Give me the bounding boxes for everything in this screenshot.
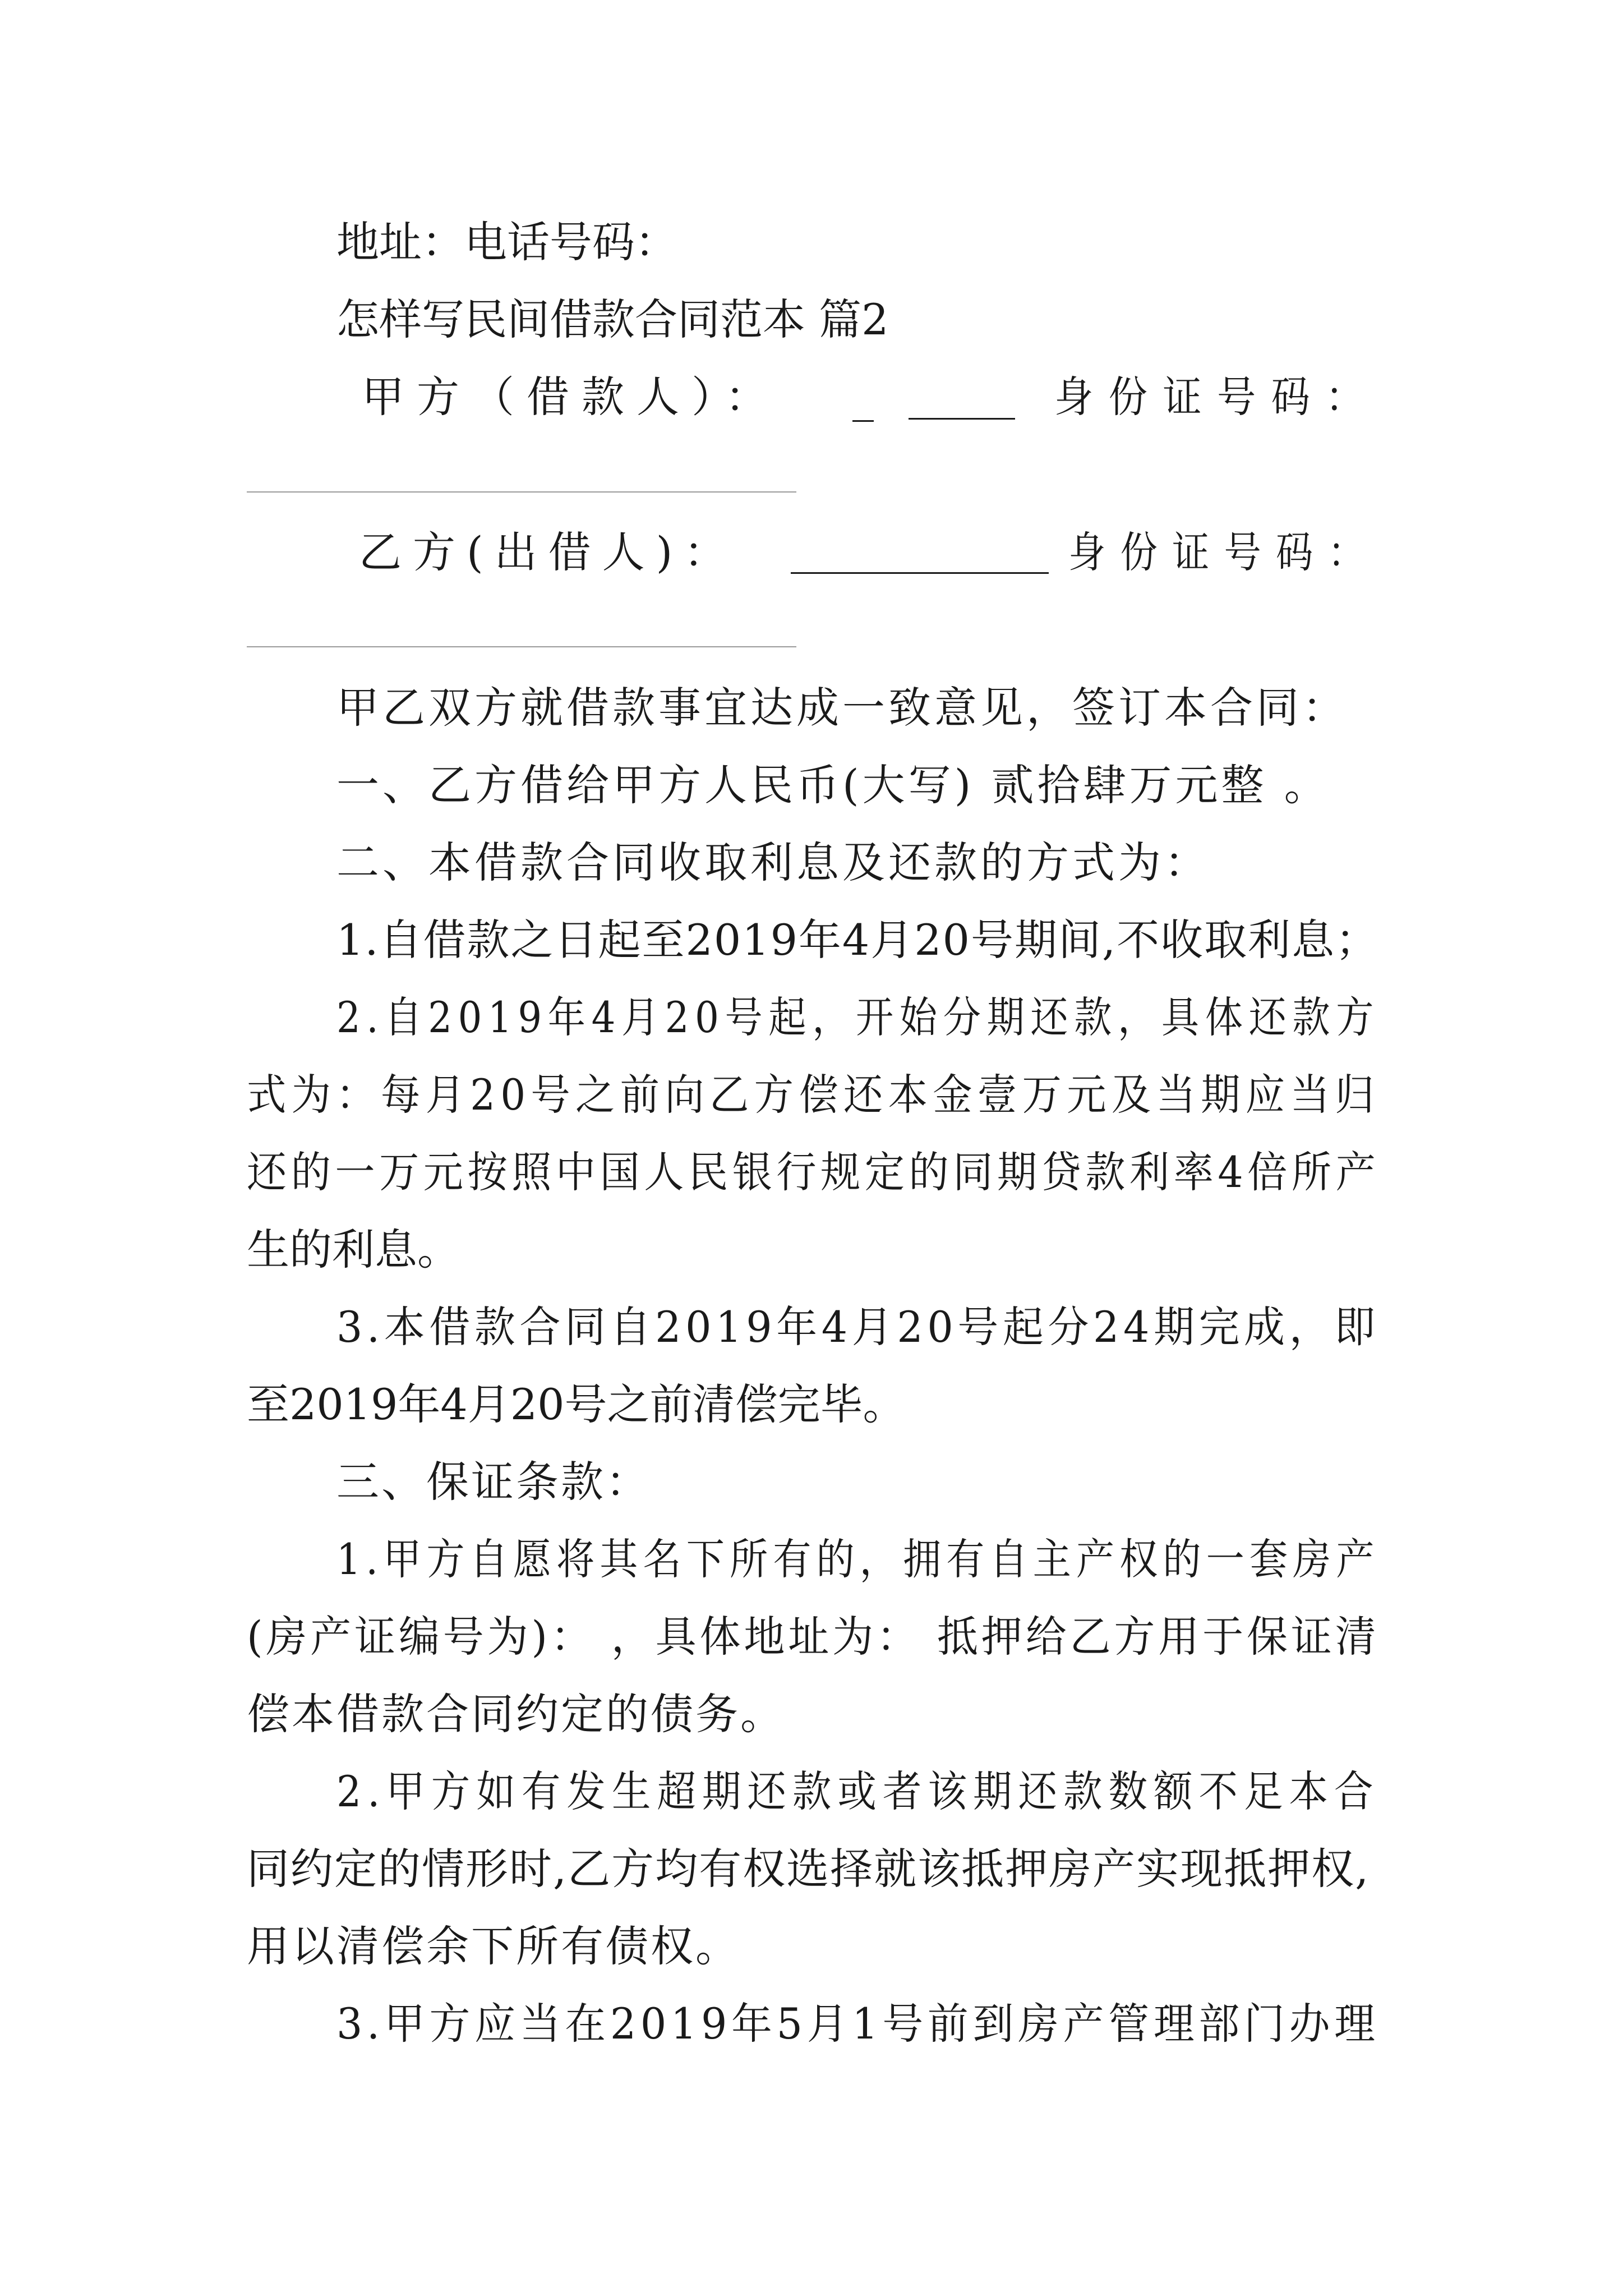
clause-two-item-1: 1.自借款之日起至2019年4月20号期间,不收取利息； bbox=[336, 915, 1380, 965]
clause-three-item-1-line-1: 1.甲方自愿将其名下所有的，拥有自主产权的一套房产 bbox=[336, 1534, 1380, 1584]
clause-one: 一、乙方借给甲方人民币(大写) 贰拾肆万元整 。 bbox=[336, 760, 1330, 810]
party-b-label: 乙方(出借人)： bbox=[359, 527, 738, 577]
clause-three-item-1-line-2: (房产证编号为)： ，具体地址为： 抵押给乙方用于保证清 bbox=[247, 1612, 1380, 1662]
clause-three-item-3-line-1: 3.甲方应当在2019年5月1号前到房产管理部门办理 bbox=[336, 1999, 1380, 2049]
intro-paragraph: 甲乙双方就借款事宜达成一致意见，签订本合同： bbox=[336, 683, 1348, 733]
clause-two-item-2-line-2: 式为：每月20号之前向乙方偿还本金壹万元及当期应当归 bbox=[247, 1070, 1380, 1120]
clause-two-item-2-line-1: 2.自2019年4月20号起，开始分期还款，具体还款方 bbox=[336, 992, 1380, 1042]
clause-three-item-1-line-3: 偿本借款合同约定的债务。 bbox=[247, 1689, 785, 1739]
clause-two-item-2-line-4: 生的利息。 bbox=[247, 1225, 460, 1274]
clause-two-heading: 二、本借款合同收取利息及还款的方式为： bbox=[336, 838, 1210, 887]
clause-two-item-2-line-3: 还的一万元按照中国人民银行规定的同期贷款利率4倍所产 bbox=[247, 1147, 1380, 1197]
party-a-blank-mark: _ bbox=[852, 372, 874, 422]
party-a-name-underline bbox=[909, 418, 1015, 420]
clause-two-item-3-line-2: 至2019年4月20号之前清偿完毕。 bbox=[247, 1379, 906, 1429]
party-a-id-rule bbox=[247, 491, 796, 493]
party-a-label bbox=[362, 369, 780, 425]
party-b-name-underline bbox=[791, 572, 1049, 574]
address-phone-line: 地址：电话号码： bbox=[336, 217, 677, 267]
party-b-id-label: 身份证号码： bbox=[1068, 527, 1380, 577]
section-heading: 怎样写民间借款合同范本 篇2 bbox=[336, 295, 889, 344]
clause-three-item-2-line-3: 用以清偿余下所有债权。 bbox=[247, 1921, 740, 1971]
party-a-id-label: 身份证号码： bbox=[1054, 372, 1380, 422]
clause-three-item-2-line-2: 同约定的情形时,乙方均有权选择就该抵押房产实现抵押权, bbox=[247, 1844, 1370, 1894]
clause-three-item-2-line-1: 2.甲方如有发生超期还款或者该期还款数额不足本合 bbox=[336, 1766, 1380, 1816]
party-a-label-text: 甲方（借款人）： bbox=[362, 372, 780, 422]
party-b-id-rule bbox=[247, 646, 796, 647]
clause-two-item-3-line-1: 3.本借款合同自2019年4月20号起分24期完成，即 bbox=[336, 1302, 1380, 1352]
clause-three-heading: 三、保证条款： bbox=[336, 1457, 651, 1507]
